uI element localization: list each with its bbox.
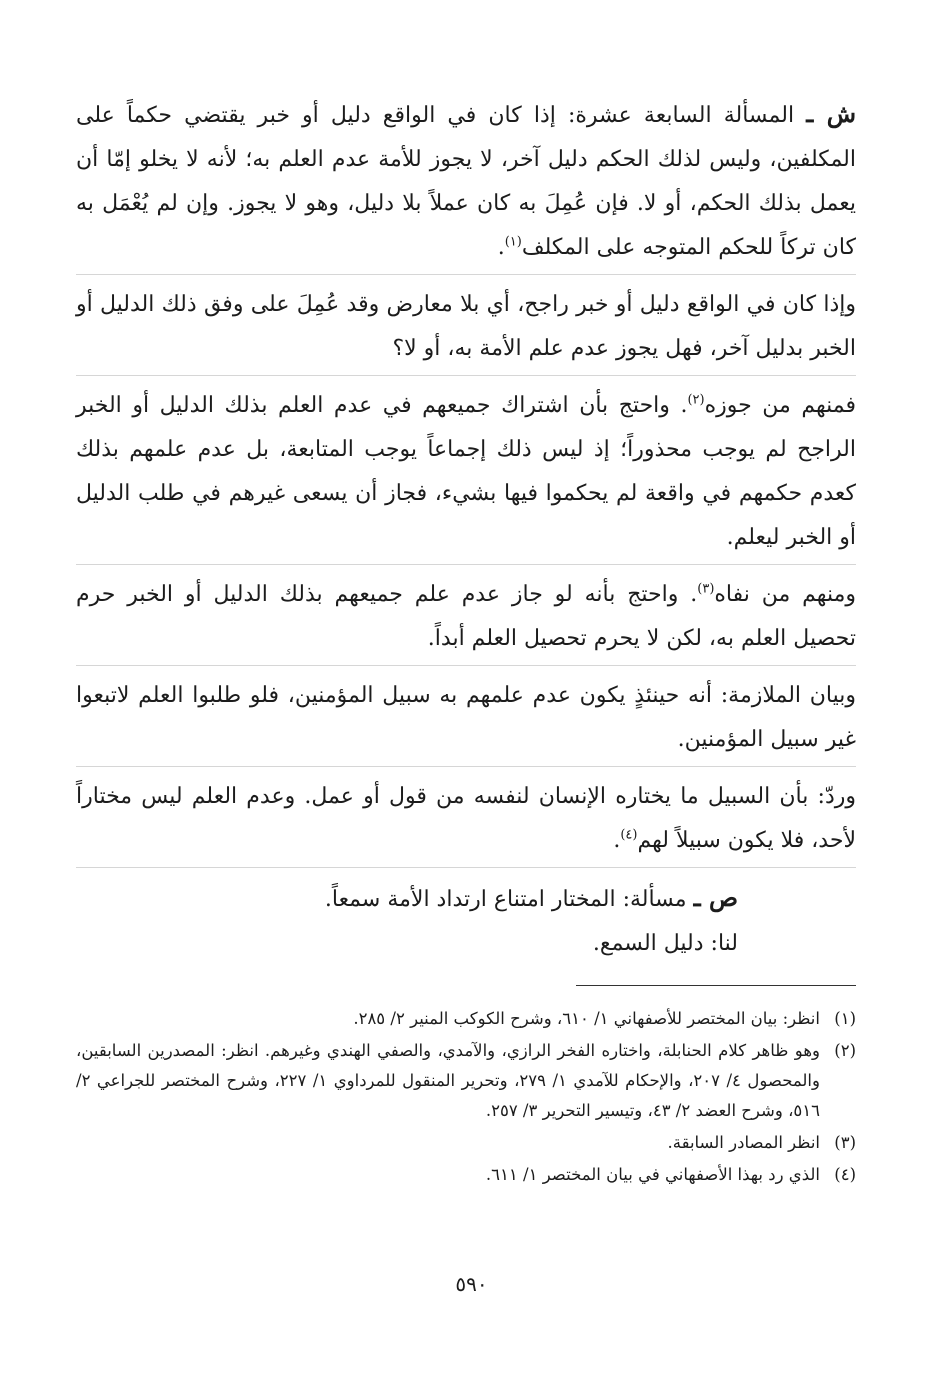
- footnote-ref-1[interactable]: (١): [504, 234, 522, 250]
- footnote-3: [76, 1128, 856, 1158]
- paragraph-text: وردّ: بأن السبيل ما يختاره الإنسان لنفسه من قول أو عمل. وعدم العلم ليس مختاراً لأحد، فلا يكون سبيلاً لهم: [76, 784, 857, 853]
- paragraph-text-start: فمنهم من جوزه: [704, 393, 856, 418]
- footnote-divider: [576, 985, 856, 986]
- footnote-ref-2[interactable]: (٢): [687, 392, 705, 408]
- sentence-end: .: [497, 235, 505, 260]
- paragraph-denied-view: [76, 573, 856, 666]
- footnote-1: [76, 1004, 856, 1034]
- paragraph-question-17: [76, 92, 856, 275]
- paragraph-text: وإذا كان في الواقع دليل أو خبر راجح، أي بلا معارض وقد عُمِلَ على وفق ذلك الدليل أو الخبر بدليل آخر، فهل يجوز عدم علم الأمة به، أو لا؟: [76, 292, 856, 361]
- footnote-number: (١): [834, 1009, 856, 1028]
- footnote-ref-4[interactable]: (٤): [620, 827, 638, 843]
- footnote-text: انظر: بيان المختصر للأصفهاني ١/ ٦١٠، وشرح الكوكب المنير ٢/ ٢٨٥.: [353, 1009, 820, 1028]
- paragraph-our-evidence: [76, 922, 856, 966]
- section-marker-sharh: ش ـ: [806, 99, 857, 128]
- paragraph-text-rest: . واحتج بأنه لو جاز عدم علم جميعهم بذلك الدليل أو الخبر حرم تحصيل العلم به، لكن لا يحرم تحصيل العلم أبداً.: [76, 582, 856, 651]
- footnote-4: [76, 1160, 856, 1190]
- footnotes: [76, 1004, 856, 1192]
- section-marker-matn: ص ـ: [693, 883, 738, 912]
- paragraph-text: مسألة: المختار امتناع ارتداد الأمة سمعاً.: [324, 887, 687, 912]
- paragraph-new-issue: [76, 876, 856, 922]
- footnote-text: وهو ظاهر كلام الحنابلة، واختاره الفخر الرازي، والآمدي، والصفي الهندي وغيرهم. انظر: المصدرين السابقين، والمحصول ٤/ ٢٠٧، والإحكام للآمدي ١/ ٢٧٩، وتحرير المنقول للمرداوي ١/ ٢٢٧، وشرح المختصر للجراعي ٢/ ٥١٦، وشرح العضد ٢/ ٤٣، وتيسير التحرير ٣/ ٢٥٧.: [76, 1041, 820, 1120]
- paragraph-text: المسألة السابعة عشرة: إذا كان في الواقع دليل أو خبر يقتضي حكماً على المكلفين، وليس لذلك الحكم دليل آخر، لا يجوز للأمة عدم العلم به؛ لأنه لا يخلو إمّا أن يعمل بذلك الحكم، أو لا. فإن عُمِلَ به كان عملاً بلا دليل، وهو لا يجوز. وإن لم يُعْمَل به كان تركاً للحكم المتوجه على المكلف: [76, 103, 856, 260]
- footnote-text: الذي رد بهذا الأصفهاني في بيان المختصر ١/ ٦١١.: [485, 1165, 820, 1184]
- footnote-number: (٢): [834, 1041, 856, 1060]
- footnote-2: [76, 1036, 856, 1126]
- footnote-ref-3[interactable]: (٣): [697, 581, 715, 597]
- page-number: ٥٩٠: [455, 1272, 488, 1296]
- footnote-number: (٤): [834, 1165, 856, 1184]
- sentence-end: .: [613, 828, 621, 853]
- footnote-number: (٣): [834, 1133, 856, 1152]
- paragraph-text: وبيان الملازمة: أنه حينئذٍ يكون عدم علمهم به سبيل المؤمنين، فلو طلبوا العلم لاتبعوا غير سبيل المؤمنين.: [76, 683, 856, 752]
- paragraph-permitted-view: [76, 384, 856, 565]
- paragraph-preponderant-evidence: [76, 283, 856, 376]
- main-text: [76, 92, 856, 966]
- paragraph-explanation: [76, 674, 856, 767]
- paragraph-text-rest: . واحتج بأن اشتراك جميعهم في عدم العلم بذلك الدليل أو الخبر الراجح لم يوجب محذوراً؛ إذ ليس ذلك إجماعاً يوجب المتابعة، بل عدم علمهم بذلك كعدم حكمهم في واقعة لم يحكموا فيها بشيء، فجاز أن يسعى غيرهم في طلب الدليل أو الخبر ليعلم.: [76, 393, 856, 550]
- paragraph-rebuttal: [76, 775, 856, 868]
- paragraph-text: لنا: دليل السمع.: [592, 931, 738, 956]
- footnote-text: انظر المصادر السابقة.: [667, 1133, 820, 1152]
- paragraph-text-start: ومنهم من نفاه: [714, 582, 856, 607]
